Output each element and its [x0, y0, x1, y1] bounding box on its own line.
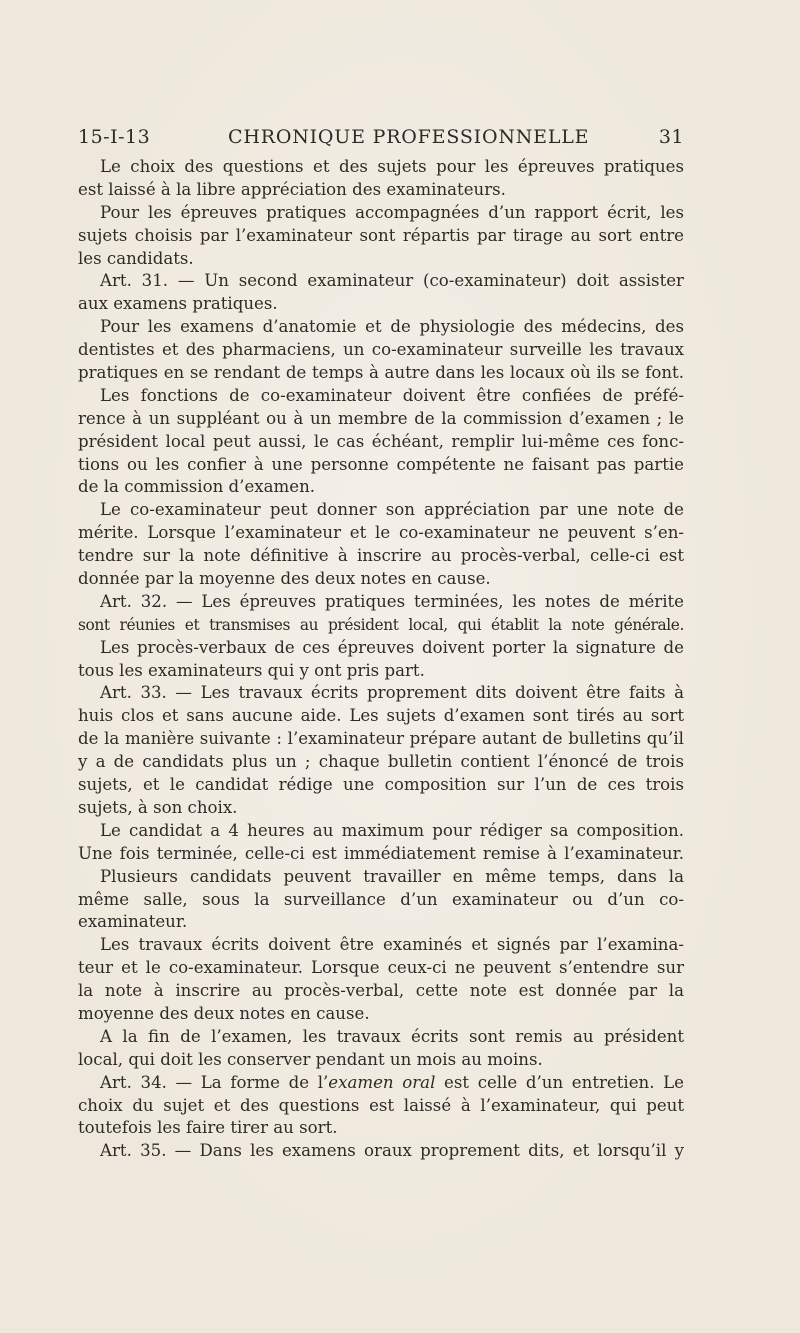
text-line: Art. 31. — Un second examinateur (co-examinateur) doit assister [100, 271, 684, 291]
text-line: Art. 32. — Les épreuves pratiques terminées, les notes de mérite [100, 591, 684, 611]
header-date: 15-I-13 [78, 126, 151, 148]
text-segment: Art. 34. — La forme de l’ [100, 1072, 329, 1092]
article-text [78, 156, 684, 1163]
text-line: tendre sur la note définitive à inscrire au procès-verbal, celle-ci est [78, 546, 684, 566]
text-line: sont réunies et transmises au président local, qui établit la note générale. [78, 615, 684, 634]
text-line: choix du sujet et des questions est laissé à l’examinateur, qui peut [78, 1095, 684, 1115]
text-line: aux examens pratiques. [78, 294, 278, 314]
text-line: Le candidat a 4 heures au maximum pour rédiger sa composition. [100, 820, 684, 840]
text-line: donnée par la moyenne des deux notes en cause. [78, 569, 491, 589]
italic-term: examen oral [328, 1072, 436, 1092]
text-line: tous les examinateurs qui y ont pris part. [78, 660, 425, 680]
text-line: président local peut aussi, le cas échéant, remplir lui-même ces fonc- [78, 431, 684, 451]
text-line: rence à un suppléant ou à un membre de la commission d’examen ; le [78, 408, 684, 428]
text-line: Le choix des questions et des sujets pour les épreuves pratiques [100, 157, 684, 176]
text-line: Plusieurs candidats peuvent travailler en même temps, dans la [100, 866, 684, 886]
text-line: Pour les examens d’anatomie et de physiologie des médecins, des [100, 317, 684, 337]
text-line: moyenne des deux notes en cause. [78, 1003, 370, 1023]
text-line [78, 1072, 684, 1095]
text-line: local, qui doit les conserver pendant un mois au moins. [78, 1049, 543, 1069]
text-line: est laissé à la libre appréciation des examinateurs. [78, 179, 506, 199]
text-line: Art. 33. — Les travaux écrits proprement dits doivent être faits à [100, 683, 684, 703]
text-line: tions ou les confier à une personne compétente ne faisant pas partie [78, 454, 684, 474]
text-line: Art. 35. — Dans les examens oraux proprement dits, et lorsqu’il y [100, 1141, 684, 1161]
text-line: Les procès-verbaux de ces épreuves doivent porter la signature de [100, 637, 684, 657]
page-number: 31 [658, 126, 684, 148]
text-line: la note à inscrire au procès-verbal, cette note est donnée par la [78, 981, 684, 1001]
text-line: Une fois terminée, celle-ci est immédiatement remise à l’examinateur. [78, 843, 684, 863]
text-line: Les fonctions de co-examinateur doivent être confiées de préfé- [100, 385, 684, 405]
text-line: teur et le co-examinateur. Lorsque ceux-ci ne peuvent s’entendre sur [78, 958, 684, 978]
text-line: Le co-examinateur peut donner son appréciation par une note de [100, 500, 684, 520]
text-line: sujets, à son choix. [78, 797, 238, 817]
text-line: de la manière suivante : l’examinateur prépare autant de bulletins qu’il [78, 729, 684, 749]
text-line: Pour les épreuves pratiques accompagnées d’un rapport écrit, les [100, 202, 684, 222]
text-line: y a de candidats plus un ; chaque bulletin contient l’énoncé de trois [78, 752, 684, 772]
text-line: mérite. Lorsque l’examinateur et le co-examinateur ne peuvent s’en- [78, 523, 684, 543]
text-line: examinateur. [78, 912, 188, 932]
text-line: dentistes et des pharmaciens, un co-examinateur surveille les travaux [78, 340, 684, 360]
text-line: A la fin de l’examen, les travaux écrits sont remis au président [100, 1026, 684, 1046]
text-line: pratiques en se rendant de temps à autre dans les locaux où ils se font. [78, 363, 684, 383]
header-title: CHRONIQUE PROFESSIONNELLE [228, 126, 590, 148]
text-segment: est celle d’un entretien. Le [435, 1072, 684, 1092]
running-header [78, 126, 684, 156]
text-line: sujets, et le candidat rédige une composition sur l’un de ces trois [78, 775, 684, 795]
text-line: huis clos et sans aucune aide. Les sujets d’examen sont tirés au sort [78, 706, 684, 726]
text-line: toutefois les faire tirer au sort. [78, 1118, 338, 1138]
text-line: même salle, sous la surveillance d’un examinateur ou d’un co- [78, 889, 684, 909]
text-line: les candidats. [78, 248, 194, 268]
text-line: de la commission d’examen. [78, 477, 316, 497]
text-line: Les travaux écrits doivent être examinés et signés par l’examina- [100, 935, 684, 955]
text-line: sujets choisis par l’examinateur sont répartis par tirage au sort entre [78, 225, 684, 245]
